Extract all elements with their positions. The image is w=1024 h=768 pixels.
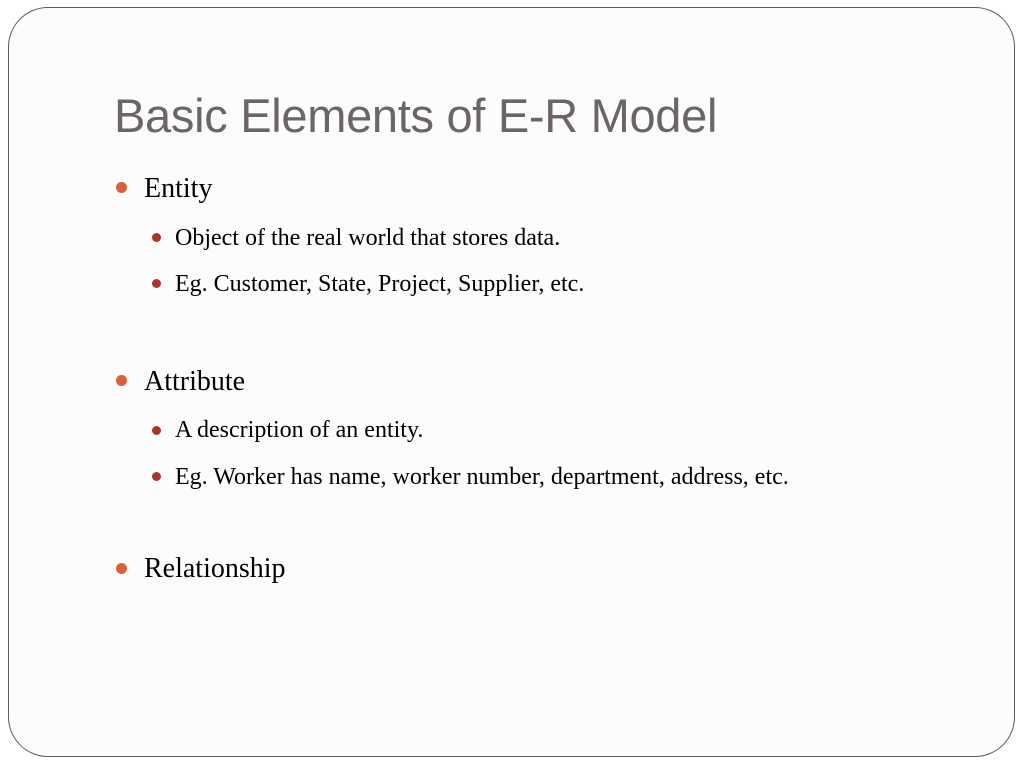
bullet-dot-icon (116, 182, 127, 193)
bullet-attribute: Attribute (144, 366, 246, 397)
bullet-dot-icon (116, 563, 127, 574)
sub-bullet-attribute-examples: Eg. Worker has name, worker number, department, address, etc. (175, 464, 789, 490)
bullet-relationship: Relationship (144, 553, 286, 584)
sub-bullet-entity-examples: Eg. Customer, State, Project, Supplier, etc. (175, 271, 585, 297)
sub-bullet-dot-icon (152, 279, 161, 288)
sub-bullet-dot-icon (152, 472, 161, 481)
bullet-entity: Entity (144, 173, 213, 204)
sub-bullet-dot-icon (152, 426, 161, 435)
bullet-dot-icon (116, 375, 127, 386)
sub-bullet-attribute-definition: A description of an entity. (175, 417, 424, 443)
sub-bullet-entity-definition: Object of the real world that stores data. (175, 225, 561, 251)
slide-title: Basic Elements of E-R Model (114, 89, 718, 142)
sub-bullet-dot-icon (152, 233, 161, 242)
